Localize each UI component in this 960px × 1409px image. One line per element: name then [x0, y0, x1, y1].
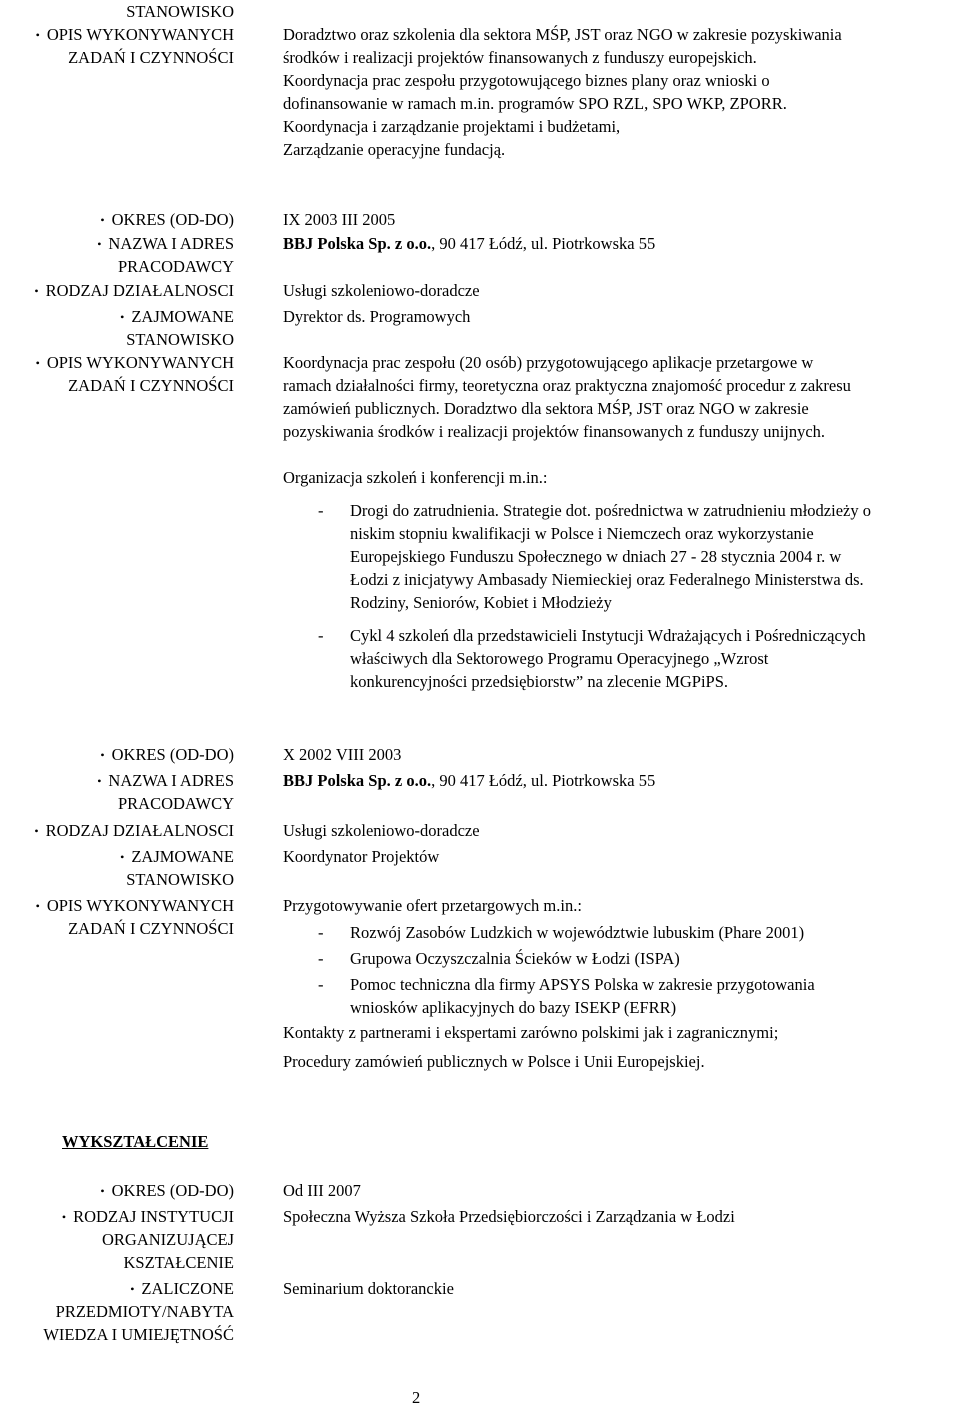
bullet-icon: • — [97, 774, 102, 788]
duties-line: pozyskiwania środków i realizacji projektów finansowanych z funduszy unijnych. — [283, 422, 826, 441]
dash-marker: - — [318, 923, 324, 942]
section-heading: WYKSZTAŁCENIE — [62, 1132, 209, 1151]
duties-item-line: wniosków aplikacyjnych do bazy ISEKP (EFRR) — [350, 998, 677, 1017]
employer-address: , 90 417 Łódź, ul. Piotrkowska 55 — [431, 234, 656, 253]
top-desc-line: Koordynacja i zarządzanie projektami i budżetami, — [283, 117, 621, 136]
training-item-line: Cykl 4 szkoleń dla przedstawicieli Instytucji Wdrażających i Pośredniczących — [350, 626, 866, 645]
label-stanowisko: STANOWISKO — [126, 2, 234, 21]
dash-marker: - — [318, 626, 324, 645]
training-item-line: Drogi do zatrudnienia. Strategie dot. pośrednictwa w zatrudnieniu młodzieży o — [350, 501, 871, 520]
bullet-icon: • — [35, 899, 40, 913]
bullet-icon: • — [34, 284, 39, 298]
duties-item-line: Grupowa Oczyszczalnia Ścieków w Łodzi (ISPA) — [350, 949, 680, 968]
training-item-line: konkurencyjności przedsiębiorstw” na zlecenie MGPiPS. — [350, 672, 729, 691]
employer-value — [283, 769, 655, 792]
training-item-line: Rodziny, Seniorów, Kobiet i Młodzieży — [350, 593, 612, 612]
label-organizujacej: ORGANIZUJĄCEJ — [102, 1230, 234, 1249]
bullet-icon: • — [35, 356, 40, 370]
label-pracodawcy: PRACODAWCY — [117, 794, 234, 813]
bullet-icon: • — [100, 748, 105, 762]
extra-line: Procedury zamówień publicznych w Polsce i Unii Europejskiej. — [283, 1052, 705, 1071]
top-desc-line: Zarządzanie operacyjne fundacją. — [283, 140, 506, 159]
label-opis-line2: ZADAŃ I CZYNNOŚCI — [68, 48, 234, 67]
training-item-line: właściwych dla Sektorowego Programu Operacyjnego „Wzrost — [350, 649, 769, 668]
position-value: Koordynator Projektów — [283, 847, 440, 866]
label-ksztalcenie: KSZTAŁCENIE — [123, 1253, 234, 1272]
employer-address: , 90 417 Łódź, ul. Piotrkowska 55 — [431, 771, 656, 790]
bullet-icon: • — [100, 213, 105, 227]
employer-value — [283, 232, 655, 255]
label-instytucja: • RODZAJ INSTYTUCJI — [62, 1205, 234, 1230]
institution-value: Społeczna Wyższa Szkoła Przedsiębiorczości i Zarządzania w Łodzi — [283, 1207, 735, 1226]
employer-name: BBJ Polska Sp. z o.o. — [283, 234, 432, 253]
label-zajmowane: • ZAJMOWANE — [120, 305, 234, 330]
subjects-value: Seminarium doktoranckie — [283, 1279, 454, 1298]
label-opis-line1: • OPIS WYKONYWANYCH — [36, 23, 234, 48]
label-opis: • OPIS WYKONYWANYCH — [36, 894, 234, 919]
duties-line: Koordynacja prac zespołu (20 osób) przygotowującego aplikacje przetargowe w — [283, 353, 814, 372]
label-opis: • OPIS WYKONYWANYCH — [36, 351, 234, 376]
period-value: IX 2003 III 2005 — [283, 210, 396, 229]
bullet-icon: • — [35, 28, 40, 42]
activity-value: Usługi szkoleniowo-doradcze — [283, 821, 480, 840]
label-stanowisko: STANOWISKO — [126, 870, 234, 889]
label-przedmioty: PRZEDMIOTY/NABYTA — [55, 1302, 234, 1321]
top-desc-line: dofinansowanie w ramach m.in. programów SPO RZL, SPO WKP, ZPORR. — [283, 94, 787, 113]
label-rodzaj: • RODZAJ DZIAŁALNOSCI — [34, 819, 234, 844]
training-item-line: Łodzi z inicjatywy Ambasady Niemieckiej oraz Federalnego Ministerstwa ds. — [350, 570, 864, 589]
label-okres: • OKRES (OD-DO) — [100, 1179, 234, 1204]
dash-marker: - — [318, 975, 324, 994]
page-number: 2 — [412, 1388, 421, 1407]
training-intro: Organizacja szkoleń i konferencji m.in.: — [283, 468, 548, 487]
top-desc-line: Koordynacja prac zespołu przygotowującego biznes plany oraz wnioski o — [283, 71, 770, 90]
label-zaliczone: • ZALICZONE — [130, 1277, 234, 1302]
bullet-icon: • — [100, 1184, 105, 1198]
label-pracodawcy: PRACODAWCY — [117, 257, 234, 276]
bullet-icon: • — [120, 310, 125, 324]
dash-marker: - — [318, 949, 324, 968]
bullet-icon: • — [97, 237, 102, 251]
label-zajmowane: • ZAJMOWANE — [120, 845, 234, 870]
label-zadan: ZADAŃ I CZYNNOŚCI — [68, 376, 234, 395]
employer-name: BBJ Polska Sp. z o.o. — [283, 771, 432, 790]
top-desc-line: środków i realizacji projektów finansowanych z funduszy europejskich. — [283, 48, 757, 67]
activity-value: Usługi szkoleniowo-doradcze — [283, 281, 480, 300]
bullet-icon: • — [34, 824, 39, 838]
label-nazwa: • NAZWA I ADRES — [97, 232, 234, 257]
label-okres: • OKRES (OD-DO) — [100, 743, 234, 768]
dash-marker: - — [318, 501, 324, 520]
extra-line: Kontakty z partnerami i ekspertami zarówno polskimi jak i zagranicznymi; — [283, 1023, 779, 1042]
training-item-line: Europejskiego Funduszu Społecznego w dniach 27 - 28 stycznia 2004 r. w — [350, 547, 842, 566]
label-rodzaj: • RODZAJ DZIAŁALNOSCI — [34, 279, 234, 304]
label-stanowisko: STANOWISKO — [126, 330, 234, 349]
training-item-line: niskim stopniu kwalifikacji w Polsce i Niemczech oraz wykorzystanie — [350, 524, 814, 543]
top-desc-line: Doradztwo oraz szkolenia dla sektora MŚP, JST oraz NGO w zakresie pozyskiwania — [283, 25, 842, 44]
bullet-icon: • — [120, 850, 125, 864]
period-value: X 2002 VIII 2003 — [283, 745, 402, 764]
period-value: Od III 2007 — [283, 1181, 361, 1200]
bullet-icon: • — [130, 1282, 135, 1296]
label-zadan: ZADAŃ I CZYNNOŚCI — [68, 919, 234, 938]
label-okres: • OKRES (OD-DO) — [100, 208, 234, 233]
bullet-icon: • — [61, 1210, 67, 1224]
duties-line: zamówień publicznych. Doradztwo dla sektora MŚP, JST oraz NGO w zakresie — [283, 399, 809, 418]
duties-line: ramach działalności firmy, teoretyczna oraz praktyczna znajomość procedur z zakresu — [283, 376, 851, 395]
duties-item-line: Pomoc techniczna dla firmy APSYS Polska w zakresie przygotowania — [350, 975, 815, 994]
position-value: Dyrektor ds. Programowych — [283, 307, 471, 326]
duties-intro: Przygotowywanie ofert przetargowych m.in.: — [283, 896, 582, 915]
duties-item-line: Rozwój Zasobów Ludzkich w województwie lubuskim (Phare 2001) — [350, 923, 805, 942]
label-wiedza: WIEDZA I UMIEJĘTNOŚĆ — [43, 1325, 234, 1344]
label-nazwa: • NAZWA I ADRES — [97, 769, 234, 794]
